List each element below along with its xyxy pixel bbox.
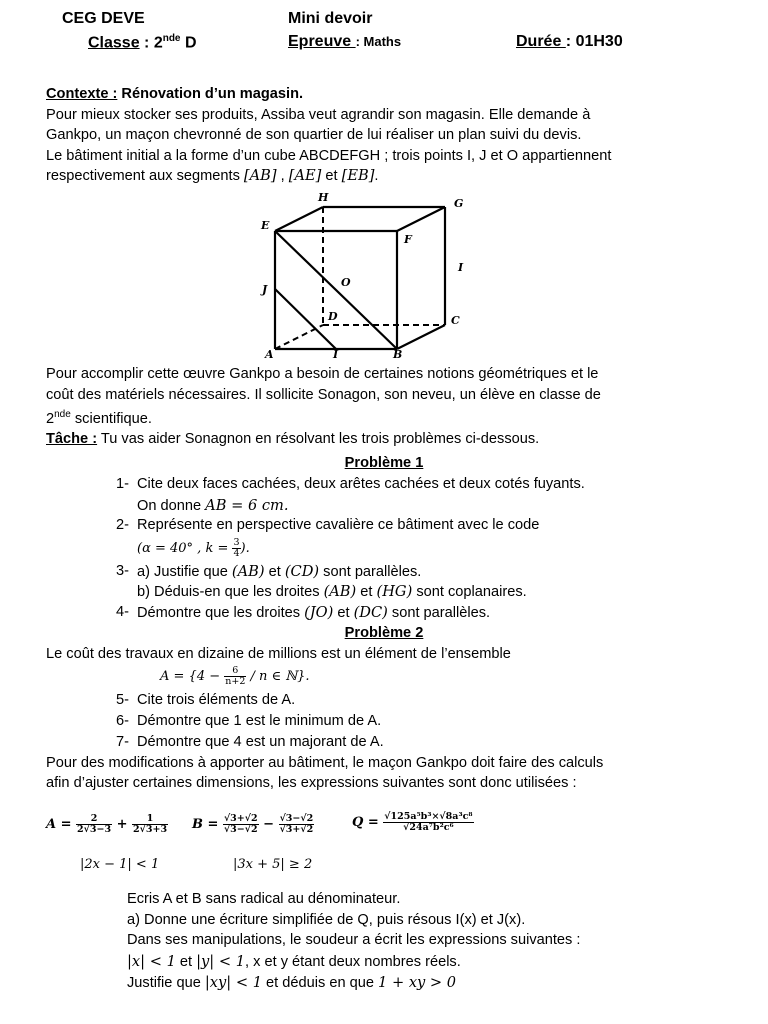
expr-q-num: √125a⁵b³×√8a³c⁸ (384, 811, 473, 822)
duree-value: : 01H30 (565, 33, 623, 50)
intro-line-1: Pour accomplir cette œuvre Gankpo a besoin de certaines notions géométriques et le (46, 366, 599, 382)
inequality-2: |3x + 5| ≥ 2 (233, 857, 313, 872)
intro-line-3 (46, 405, 601, 429)
epreuve-label: Epreuve (288, 33, 356, 50)
expr-b-f2-num: √3−√2 (279, 813, 314, 824)
classe-group: D (180, 34, 197, 52)
tail-line-4 (127, 953, 461, 970)
label-h: H (318, 191, 329, 204)
q4-line (137, 604, 490, 621)
context-line-3: Le bâtiment initial a la forme d’un cube ABCDEFGH ; trois points I, J et O appartiennent (46, 147, 612, 164)
q3b-text: b) Déduis-en que les droites (137, 584, 324, 600)
tail-line-4-end: , x et y étant deux nombres réels. (245, 954, 461, 970)
label-c: C (451, 314, 460, 327)
epreuve-value: : Maths (355, 34, 402, 49)
context-line-2: Gankpo, un maçon chevronné de son quartier de lui réaliser un plan suivi du devis. (46, 127, 582, 143)
expr-a-frac-2 (132, 814, 168, 835)
duree-label: Durée (516, 33, 566, 50)
label-i-mid: I (333, 348, 339, 361)
set-a-right: / n ∈ ℕ}. (246, 669, 310, 684)
doc-title: Mini devoir (288, 10, 373, 27)
label-e: E (261, 219, 270, 232)
q6-num: 6- (116, 713, 129, 729)
q3b-line-hg: (HG) (376, 583, 413, 600)
classe-sep: : (139, 34, 154, 52)
label-b: B (393, 348, 403, 361)
expr-a-f1-den: 2√3−3 (77, 824, 112, 835)
q2-num: 2- (116, 517, 129, 533)
tail-line-2: a) Donne une écriture simplifiée de Q, puis résous I(x) et J(x). (127, 912, 526, 928)
segment-ae: [AE] (288, 167, 322, 184)
tail-line-5-text: Justifie que (127, 975, 205, 991)
expression-b (192, 814, 314, 835)
expr-a-frac-1 (76, 814, 112, 835)
expr-a-f2-den: 2√3+3 (133, 824, 168, 835)
label-a: A (265, 348, 274, 361)
school-name: CEG DEVE (62, 10, 145, 27)
tail-line-1: Ecris A et B sans radical au dénominateur. (127, 891, 401, 907)
classe-value: 2 (153, 34, 163, 52)
expr-a-f1-num: 2 (76, 814, 112, 825)
q4-num: 4- (116, 604, 129, 620)
context-line-4-text: respectivement aux segments (46, 168, 244, 184)
problem-2-title: Problème 2 (344, 625, 424, 641)
segment-ab: [AB] (243, 167, 277, 184)
q2-code-num: 3 (233, 537, 240, 548)
label-g: G (454, 197, 464, 210)
q4-text: Démontre que les droites (137, 605, 305, 621)
set-a-den: n+2 (225, 676, 246, 687)
q2-code-b: ). (240, 541, 250, 556)
q5-text: Cite trois éléments de A. (137, 692, 296, 708)
intro-class-rest: scientifique. (70, 410, 152, 427)
q3a-line (137, 563, 421, 580)
q6-text: Démontre que 1 est le minimum de A. (137, 713, 382, 729)
expression-q (352, 812, 474, 833)
tail-abs-xy: |xy| < 1 (204, 974, 262, 991)
q3-num: 3- (116, 563, 129, 579)
intro-line-2: coût des matériels nécessaires. Il sollicite Sonagon, son neveu, un élève en classe de (46, 386, 601, 403)
expr-a-f2-num: 1 (132, 814, 168, 825)
expr-a-plus: + (112, 817, 133, 832)
segment-eb: [EB] (341, 167, 375, 184)
set-a-definition (160, 666, 310, 687)
expr-b-f2-den: √3+√2 (279, 824, 314, 835)
tail-line-4-mid: et (175, 954, 197, 970)
tail-line-3: Dans ses manipulations, le soudeur a écrit les expressions suivantes : (127, 932, 581, 948)
q4-end: sont parallèles. (387, 605, 491, 621)
expr-b-label: B = (192, 817, 223, 832)
edge-fg (397, 207, 445, 231)
expr-b-frac-1 (223, 814, 259, 835)
q4-line-dc: (DC) (353, 604, 388, 621)
modifications-line-1: Pour des modifications à apporter au bâtiment, le maçon Gankpo doit faire des calculs (46, 755, 604, 771)
context-end: . (374, 168, 379, 184)
edge-eh (275, 207, 323, 231)
q3b-end: sont coplanaires. (412, 584, 527, 600)
q2-text: Représente en perspective cavalière ce bâtiment avec le code (137, 517, 540, 533)
q2-code-den: 4 (233, 548, 240, 559)
context-title: Rénovation d’un magasin. (117, 86, 304, 102)
problem-1-title: Problème 1 (344, 455, 424, 471)
task-line (46, 429, 601, 450)
expr-b-frac-2 (279, 814, 315, 835)
label-f: F (404, 233, 412, 246)
tail-line-5 (127, 974, 456, 991)
expr-a-label: A = (46, 817, 77, 832)
expr-q-label: Q = (352, 815, 384, 830)
q3a-text: a) Justifie que (137, 564, 232, 580)
intro-block (46, 364, 601, 450)
set-a-left: A = {4 − (160, 669, 225, 684)
inequality-1: |2x − 1| < 1 (80, 857, 160, 872)
q3a-line-cd: (CD) (284, 563, 320, 580)
classe-sup: nde (162, 33, 181, 44)
modifications-line-2: afin d’ajuster certaines dimensions, les expressions suivantes sont donc utilisées : (46, 775, 577, 791)
expr-b-f1-den: √3−√2 (223, 824, 258, 835)
q4-mid: et (333, 605, 354, 621)
q1b-text: On donne (137, 498, 206, 514)
intro-class-num: 2 (46, 410, 55, 427)
set-a-fraction (224, 666, 246, 687)
q4-line-jo: (JO) (304, 604, 334, 621)
context-line-1: Pour mieux stocker ses produits, Assiba veut agrandir son magasin. Elle demande à (46, 106, 591, 123)
context-sep-2: et (321, 168, 342, 184)
q2-code-fraction (232, 538, 240, 559)
expr-q-frac (383, 812, 473, 833)
q1b-line (137, 497, 289, 514)
expr-b-f1-num: √3+√2 (223, 813, 258, 824)
q1b-math: AB = 6 cm. (205, 497, 289, 514)
q3b-line-ab: (AB) (323, 583, 357, 600)
tail-abs-x: |x| < 1 (127, 953, 176, 970)
q3b-mid: et (356, 584, 377, 600)
context-label: Contexte : (46, 86, 118, 102)
tail-line-5-mid: et déduis en que (262, 975, 379, 991)
expression-a (46, 814, 168, 835)
q2-code-a: (α = 40° , k = (137, 541, 233, 556)
task-label: Tâche : (46, 431, 98, 448)
problem-2-intro: Le coût des travaux en dizaine de millions est un élément de l’ensemble (46, 646, 511, 662)
set-a-num: 6 (224, 666, 246, 677)
intro-class-sup: nde (54, 409, 71, 420)
label-i-right: I (458, 261, 464, 274)
segment-ji-line (275, 289, 336, 349)
q5-num: 5- (116, 692, 129, 708)
q3a-mid: et (264, 564, 285, 580)
q1-text: Cite deux faces cachées, deux arêtes cachées et deux cotés fuyants. (137, 476, 585, 492)
q7-text: Démontre que 4 est un majorant de A. (137, 734, 384, 750)
q2-code (137, 538, 250, 559)
edge-bc (397, 325, 445, 349)
expr-b-minus: − (258, 817, 279, 832)
context-sep-1: , (276, 168, 289, 184)
q3b-line (137, 583, 527, 600)
task-text: Tu vas aider Sonagnon en résolvant les trois problèmes ci-dessous. (97, 431, 540, 448)
label-d: D (328, 310, 338, 323)
segment-eb-line (275, 231, 397, 349)
expr-q-den: √24a⁷b²c⁶ (403, 822, 454, 833)
q7-num: 7- (116, 734, 129, 750)
q1-num: 1- (116, 476, 129, 492)
classe-label: Classe (88, 34, 140, 52)
label-j: J (262, 283, 268, 296)
tail-ineq-1xy: 1 + xy > 0 (378, 974, 457, 991)
hidden-edge-ad (275, 325, 323, 349)
label-o: O (341, 276, 351, 289)
tail-abs-y: |y| < 1 (196, 953, 246, 970)
q3a-line-ab: (AB) (231, 563, 265, 580)
q3a-end: sont parallèles. (319, 564, 422, 580)
